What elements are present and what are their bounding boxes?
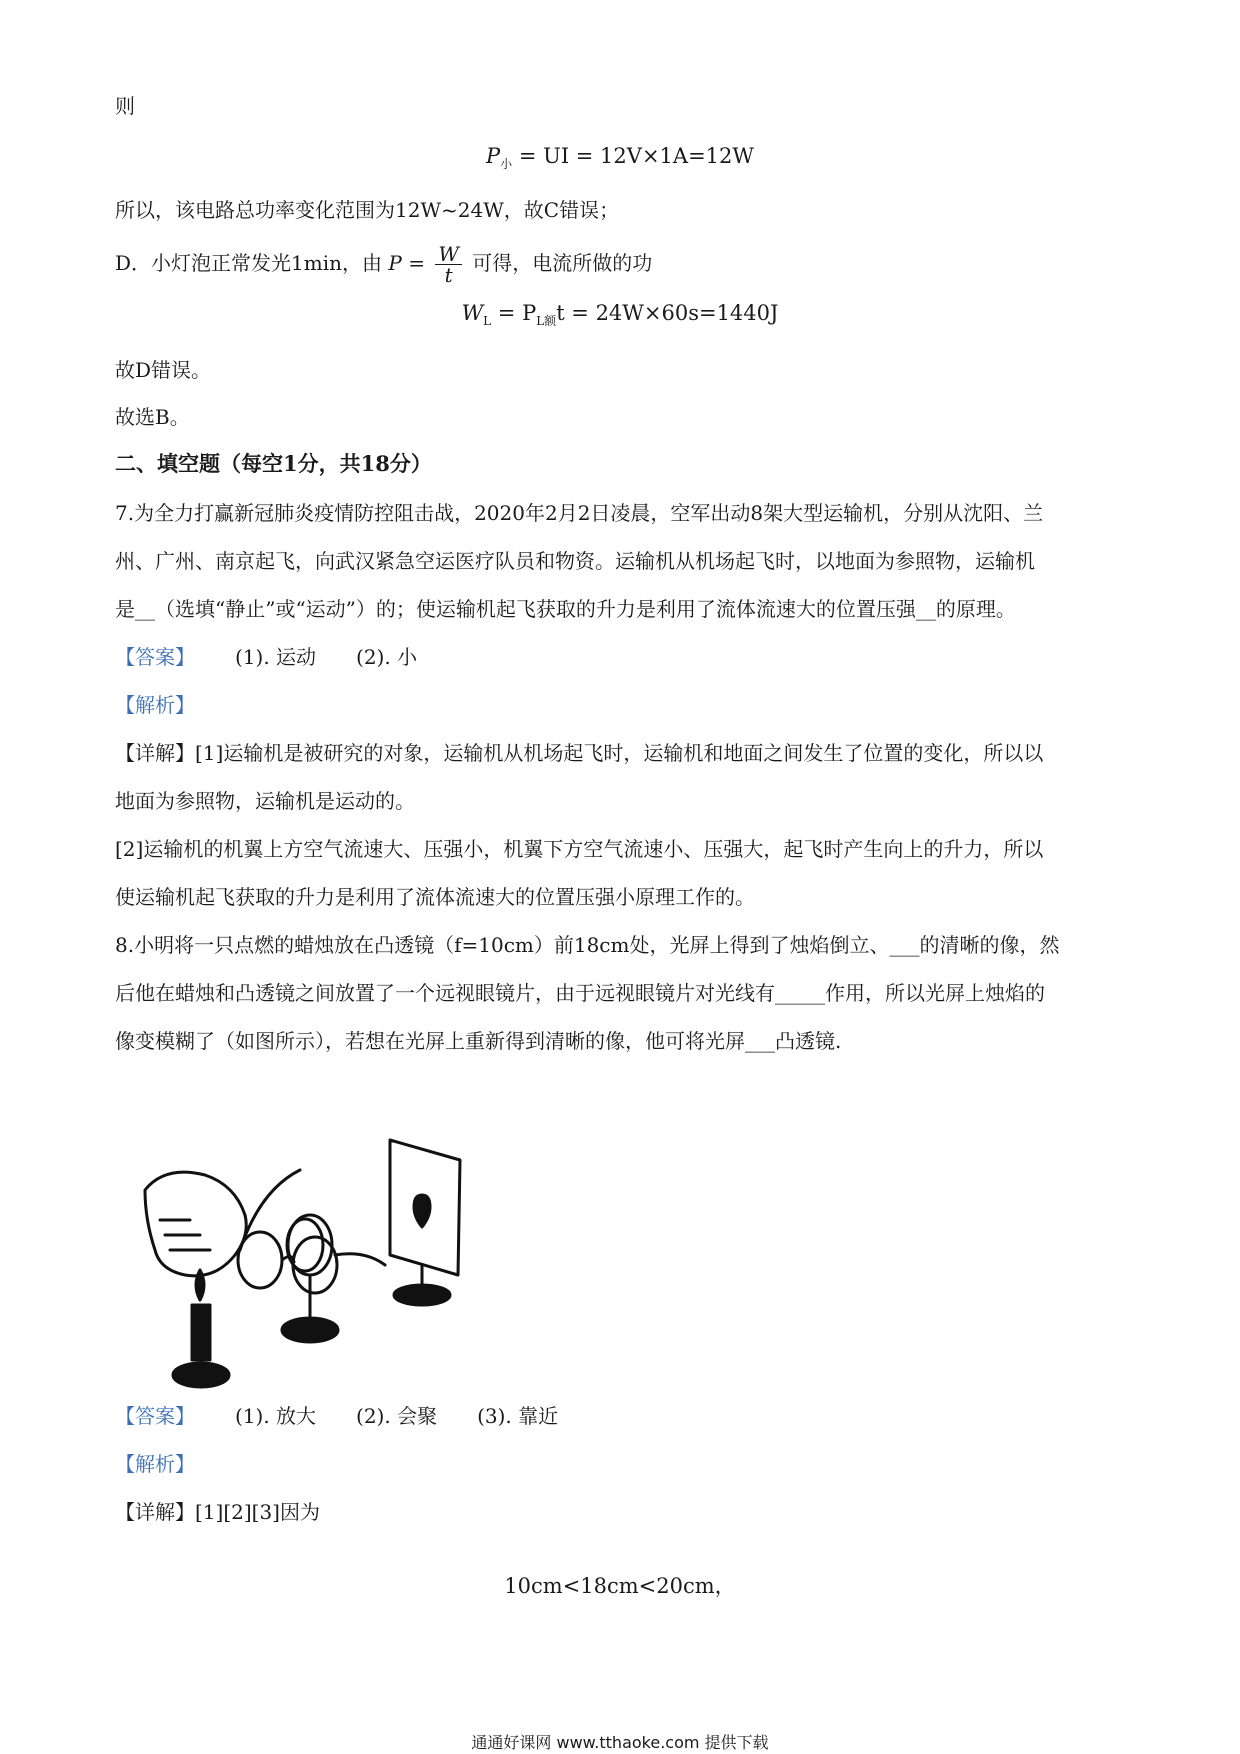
answer-item: (2). 小	[356, 645, 418, 669]
detail-line: [2]运输机的机翼上方空气流速大、压强小，机翼下方空气流速小、压强大，起飞时产生向上的升力，所以	[115, 837, 1044, 861]
footer-source: 通通好课网 www.tthaoke.com 提供下载	[471, 1733, 769, 1752]
equation-power-min	[0, 141, 1240, 179]
answer-row	[115, 643, 1135, 671]
detail-line: 使运输机起飞获取的升力是利用了流体流速大的位置压强小原理工作的。	[115, 885, 755, 909]
equation-work	[0, 298, 1240, 336]
eq-subscript: 小	[500, 157, 513, 171]
answer-tag: 【答案】	[115, 645, 195, 669]
text-line: 故选B。	[115, 405, 190, 429]
eq-symbol: P	[486, 144, 501, 168]
detail-line: 【详解】[1]运输机是被研究的对象，运输机从机场起飞时，运输机和地面之间发生了位置的变化，所以以	[115, 741, 1044, 765]
answer-row	[115, 1402, 1135, 1430]
eq-symbol: W	[461, 301, 484, 325]
question-8-line: 像变模糊了（如图所示），若想在光屏上重新得到清晰的像，他可将光屏___凸透镜.	[115, 1029, 842, 1053]
text-segment: 可得，电流所做的功	[472, 251, 653, 275]
answer-item: (1). 放大	[235, 1404, 317, 1428]
section-heading: 二、填空题（每空1分，共18分）	[115, 451, 432, 476]
optics-experiment-figure	[140, 1135, 480, 1410]
answer-item: (3). 靠近	[477, 1404, 559, 1428]
text-line-with-fraction	[115, 243, 1135, 285]
text-line: 则	[115, 94, 135, 118]
eq-rhs: = UI = 12V×1A=12W	[512, 144, 754, 168]
equation-inequality: 10cm<18cm<20cm，	[504, 1574, 736, 1598]
text-segment: D．小灯泡正常发光1min，由	[115, 251, 383, 275]
answer-item: (2). 会聚	[356, 1404, 438, 1428]
fraction-denominator: t	[444, 263, 453, 287]
question-8-line: 8.小明将一只点燃的蜡烛放在凸透镜（f=10cm）前18cm处，光屏上得到了烛焰倒立、___的清晰的像，然	[115, 933, 1060, 957]
question-7-line: 州、广州、南京起飞，向武汉紧急空运医疗队员和物资。运输机从机场起飞时，以地面为参照物，运输机	[115, 549, 1035, 573]
fraction-numerator: W	[435, 244, 462, 265]
text-line: 故D错误。	[115, 358, 212, 382]
analysis-tag: 【解析】	[115, 1452, 195, 1476]
analysis-tag: 【解析】	[115, 693, 195, 717]
detail-line: 【详解】[1][2][3]因为	[115, 1500, 320, 1524]
answer-item: (1). 运动	[235, 645, 317, 669]
eq-subscript: L额	[536, 314, 557, 328]
answer-tag: 【答案】	[115, 1404, 195, 1428]
detail-line: 地面为参照物，运输机是运动的。	[115, 789, 415, 813]
fraction	[435, 244, 462, 285]
eq-subscript: L	[483, 314, 492, 328]
text-line: 所以，该电路总功率变化范围为12W~24W，故C错误；	[115, 198, 620, 222]
eq-part: = P	[491, 301, 537, 325]
eq-rest: t = 24W×60s=1440J	[556, 301, 779, 325]
formula-p: P =	[388, 251, 425, 275]
question-7-line: 7.为全力打赢新冠肺炎疫情防控阻击战，2020年2月2日凌晨，空军出动8架大型运输机，分别从沈阳、兰	[115, 501, 1044, 525]
question-8-line: 后他在蜡烛和凸透镜之间放置了一个远视眼镜片，由于远视眼镜片对光线有_____作用，所以光屏上烛焰的	[115, 981, 1045, 1005]
question-7-line: 是__（选填“静止”或“运动”）的；使运输机起飞获取的升力是利用了流体流速大的位置压强__的原理。	[115, 597, 1016, 621]
